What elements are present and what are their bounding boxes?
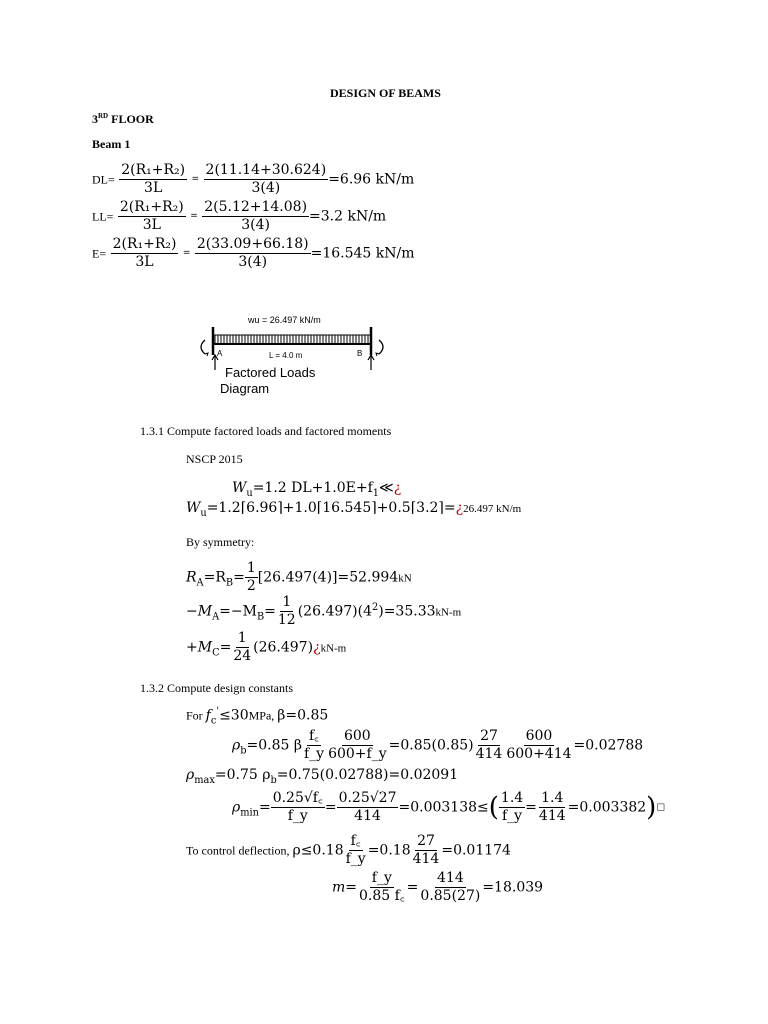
mc-unit: kN-m <box>320 642 347 655</box>
rho-b-frac4 <box>504 728 573 763</box>
defl-result: =0.01174 <box>441 842 511 859</box>
defl-frac1 <box>344 833 368 868</box>
rho-min-den4: 414 <box>538 808 566 824</box>
ma-unit: kN-m <box>435 606 462 619</box>
ll-num2: 2(5.12+14.08) <box>204 199 308 215</box>
mc-eq: = <box>219 639 232 656</box>
mb-sub: B <box>256 611 265 623</box>
rho-min-num1: 0.25√f꜀ <box>272 790 323 806</box>
rho-b-num3: 27 <box>480 728 498 744</box>
load-hatch <box>215 335 368 344</box>
ll-frac2 <box>202 199 309 234</box>
wu2-symbol: W <box>186 500 201 516</box>
wu-sub: u <box>246 487 253 499</box>
ll-num1: 2(R₁+R₂) <box>119 199 184 215</box>
floor-word: FLOOR <box>108 112 154 126</box>
ll-result: =3.2 kN/m <box>309 208 387 225</box>
rho-min-frac4 <box>537 790 568 825</box>
dl-den2: 3(4) <box>251 180 281 196</box>
ma-result: )=35.33 <box>378 603 436 620</box>
ma-frac <box>276 594 298 629</box>
rho-min-symbol: ρ <box>232 799 241 816</box>
diagram-caption-line1: Factored Loads <box>225 365 316 380</box>
rho-max-coef: =0.75 ρ <box>214 767 271 783</box>
rho-b-result: =0.02788 <box>573 737 644 754</box>
ra-eq: = <box>233 569 245 586</box>
mc-error-glyph: ¿ <box>313 639 321 656</box>
wu-formula-body: =1.2 DL+1.0E+f <box>252 480 373 496</box>
dl-num2: 2(11.14+30.624) <box>205 162 327 178</box>
dl-den1: 3L <box>144 180 163 196</box>
rho-max-result: =0.75(0.02788)=0.02091 <box>276 767 459 783</box>
rho-min-eq2: = <box>324 799 337 816</box>
wu2-sub: u <box>200 507 207 519</box>
ra-unit: kN <box>398 572 412 585</box>
fc-limit: ≤30 <box>219 707 249 724</box>
deflection-text: To control deflection, <box>186 843 293 858</box>
left-moment-arrowhead-icon <box>205 353 208 356</box>
ll-eq: = <box>190 211 198 222</box>
ma-num: 1 <box>282 594 292 610</box>
dl-frac1 <box>119 162 187 197</box>
fc-prime: ' <box>216 706 220 717</box>
m-symbol: m= <box>332 879 358 896</box>
ra-eq-rb: =R <box>203 569 226 586</box>
rho-min-den3: f_y <box>501 808 523 824</box>
section-1-3-1-heading: 1.3.1 Compute factored loads and factored moments <box>140 424 392 438</box>
ra-body: [26.497(4)]=52.994 <box>257 569 399 586</box>
floor-heading <box>92 112 154 127</box>
defl-frac2 <box>411 833 442 868</box>
rho-b-num4: 600 <box>525 728 553 744</box>
left-moment-arrow-icon <box>201 340 205 354</box>
rho-b-den2: 600+f_y <box>328 746 387 762</box>
ra-frac <box>245 560 258 595</box>
dl-label: DL= <box>92 172 115 187</box>
dl-frac2 <box>204 162 329 197</box>
rho-b-den3: 414 <box>475 746 503 762</box>
dl-num1: 2(R₁+R₂) <box>121 162 186 178</box>
ra-symbol: R <box>186 569 197 586</box>
fc-condition <box>186 706 328 726</box>
e-frac2 <box>195 236 311 271</box>
ll-frac1 <box>118 199 186 234</box>
rho-min-eq: = <box>258 799 271 816</box>
defl-num2: 27 <box>417 833 435 849</box>
rho-min-paren-open: ( <box>488 792 499 823</box>
wu2-body: =1.2⌈6.96⌉+1.0⌈16.545⌉+0.5⌈3.2⌉= <box>206 500 456 516</box>
beam-diagram-svg <box>195 310 395 400</box>
rho-min-frac3 <box>499 790 525 825</box>
defl-den2: 414 <box>412 851 440 867</box>
rho-min-num2: 0.25√27 <box>338 790 397 806</box>
deflection-formula <box>186 833 511 868</box>
rho-b-frac2 <box>326 728 389 763</box>
e-den1: 3L <box>135 254 154 270</box>
section-1-3-2-heading: 1.3.2 Compute design constants <box>140 681 293 695</box>
page-title: DESIGN OF BEAMS <box>330 86 441 100</box>
wu-symbol: W <box>232 480 247 496</box>
mc-den: 24 <box>233 648 252 664</box>
right-moment-arrowhead-icon <box>376 353 379 356</box>
fc-sub: c <box>210 715 217 727</box>
rho-min-formula <box>232 790 665 825</box>
rho-min-sub: min <box>240 807 259 819</box>
midspan-moment-formula <box>186 630 346 665</box>
rho-min-box: □ <box>656 802 665 813</box>
rho-min-frac1 <box>271 790 325 825</box>
e-result: =16.545 kN/m <box>310 245 415 262</box>
rho-min-paren-close: ) <box>646 792 657 823</box>
ma-den: 12 <box>277 612 296 628</box>
rho-max-b-sub: b <box>270 774 277 786</box>
e-den2: 3(4) <box>238 254 268 270</box>
m-den2: 0.85(27) <box>420 888 481 904</box>
mc-sub: C <box>212 647 220 659</box>
end-moment-formula <box>186 594 461 629</box>
e-eq: = <box>182 248 191 259</box>
ma-body: (26.497)(4 <box>297 603 372 620</box>
rho-b-frac1 <box>302 728 326 763</box>
rho-balanced-formula <box>232 728 643 763</box>
for-text: For <box>186 708 206 723</box>
rho-min-frac2 <box>337 790 399 825</box>
defl-den1: f_y <box>345 851 366 867</box>
wu2-value: 26.497 kN/m <box>463 503 522 515</box>
wu-much-less: ≪ <box>379 480 394 496</box>
fc-symbol: f <box>205 707 211 724</box>
ll-den2: 3(4) <box>241 217 270 233</box>
mc-frac <box>231 630 253 665</box>
m-den1: 0.85 f꜀ <box>359 888 405 904</box>
defl-coef: =0.18 <box>367 842 411 859</box>
defl-rho: ρ≤0.18 <box>292 842 344 859</box>
ma-eq: = <box>264 603 276 620</box>
floor-number: 3 <box>92 112 98 126</box>
ra-sub: A <box>196 577 204 589</box>
load-label: wu = 26.497 kN/m <box>248 315 321 325</box>
wu-formula <box>232 480 401 499</box>
ra-num: 1 <box>246 560 256 576</box>
wu2-error-glyph: ¿ <box>455 500 464 516</box>
ma-sup: 2 <box>372 601 379 613</box>
rho-min-value: =0.003138≤ <box>398 799 489 816</box>
ra-den: 2 <box>246 578 256 594</box>
defl-num1: f꜀ <box>350 833 361 849</box>
e-num2: 2(33.09+66.18) <box>196 236 309 252</box>
ma-symbol: −M <box>186 603 213 620</box>
length-label: L = 4.0 m <box>269 351 303 360</box>
rho-b-sub-expr: =0.85(0.85) <box>388 737 474 754</box>
rho-b-symbol: ρ <box>232 737 241 754</box>
dl-eq: = <box>191 174 200 185</box>
floor-ordinal: RD <box>98 112 109 120</box>
m-num1: f_y <box>371 870 392 886</box>
dl-result: =6.96 kN/m <box>328 171 415 188</box>
rho-max-symbol: ρ <box>186 767 195 783</box>
wu-f-sub: 1 <box>372 487 380 499</box>
rho-max-sub: max <box>194 774 215 786</box>
m-eq: = <box>406 879 419 896</box>
reaction-formula <box>186 560 412 595</box>
factored-loads-diagram <box>195 310 395 400</box>
e-num1: 2(R₁+R₂) <box>112 236 177 252</box>
ma-eq-mb: =−M <box>219 603 257 620</box>
m-frac2 <box>418 870 482 905</box>
support-a-label: A <box>217 349 223 358</box>
wu-substitution <box>186 500 521 519</box>
symmetry-note: By symmetry: <box>186 535 255 549</box>
m-num2: 414 <box>437 870 464 886</box>
beam-heading: Beam 1 <box>92 137 131 151</box>
m-result: =18.039 <box>482 879 544 896</box>
rho-b-coef: =0.85 β <box>246 737 302 754</box>
wu-error-glyph: ¿ <box>393 480 402 496</box>
ma-sub: A <box>212 611 220 623</box>
rho-max-formula <box>186 767 458 786</box>
diagram-caption-line2: Diagram <box>220 381 270 396</box>
rho-b-frac3 <box>474 728 505 763</box>
rho-b-sub: b <box>240 745 247 757</box>
rho-b-num2: 600 <box>343 728 371 744</box>
rb-sub: B <box>225 577 234 589</box>
rho-min-num4: 1.4 <box>541 790 564 806</box>
e-frac1 <box>111 236 179 271</box>
rho-b-num1: f꜀ <box>309 728 320 744</box>
beta-value: β=0.85 <box>277 707 329 724</box>
code-reference: NSCP 2015 <box>186 452 243 466</box>
rho-min-limit: =0.003382 <box>567 799 647 816</box>
rho-min-eq3: = <box>525 799 537 816</box>
rho-min-den1: f_y <box>287 808 308 824</box>
support-b-label: B <box>357 349 363 358</box>
rho-min-den2: 414 <box>354 808 381 824</box>
right-moment-arrow-icon <box>379 340 383 354</box>
mc-body: (26.497) <box>253 639 314 656</box>
ll-label: LL= <box>92 209 114 224</box>
e-label: E= <box>92 246 107 261</box>
e-equation <box>92 236 415 271</box>
rho-b-den4: 600+414 <box>506 746 572 762</box>
rho-b-den1: f_y <box>303 746 325 762</box>
ll-equation <box>92 199 386 234</box>
rho-min-num3: 1.4 <box>500 790 524 806</box>
m-frac1 <box>357 870 407 905</box>
ll-den1: 3L <box>142 217 161 233</box>
mc-symbol: +M <box>186 639 213 656</box>
dl-equation <box>92 162 414 197</box>
mc-num: 1 <box>237 630 247 646</box>
m-formula <box>332 870 543 905</box>
mpa-unit: MPa, <box>248 708 278 723</box>
